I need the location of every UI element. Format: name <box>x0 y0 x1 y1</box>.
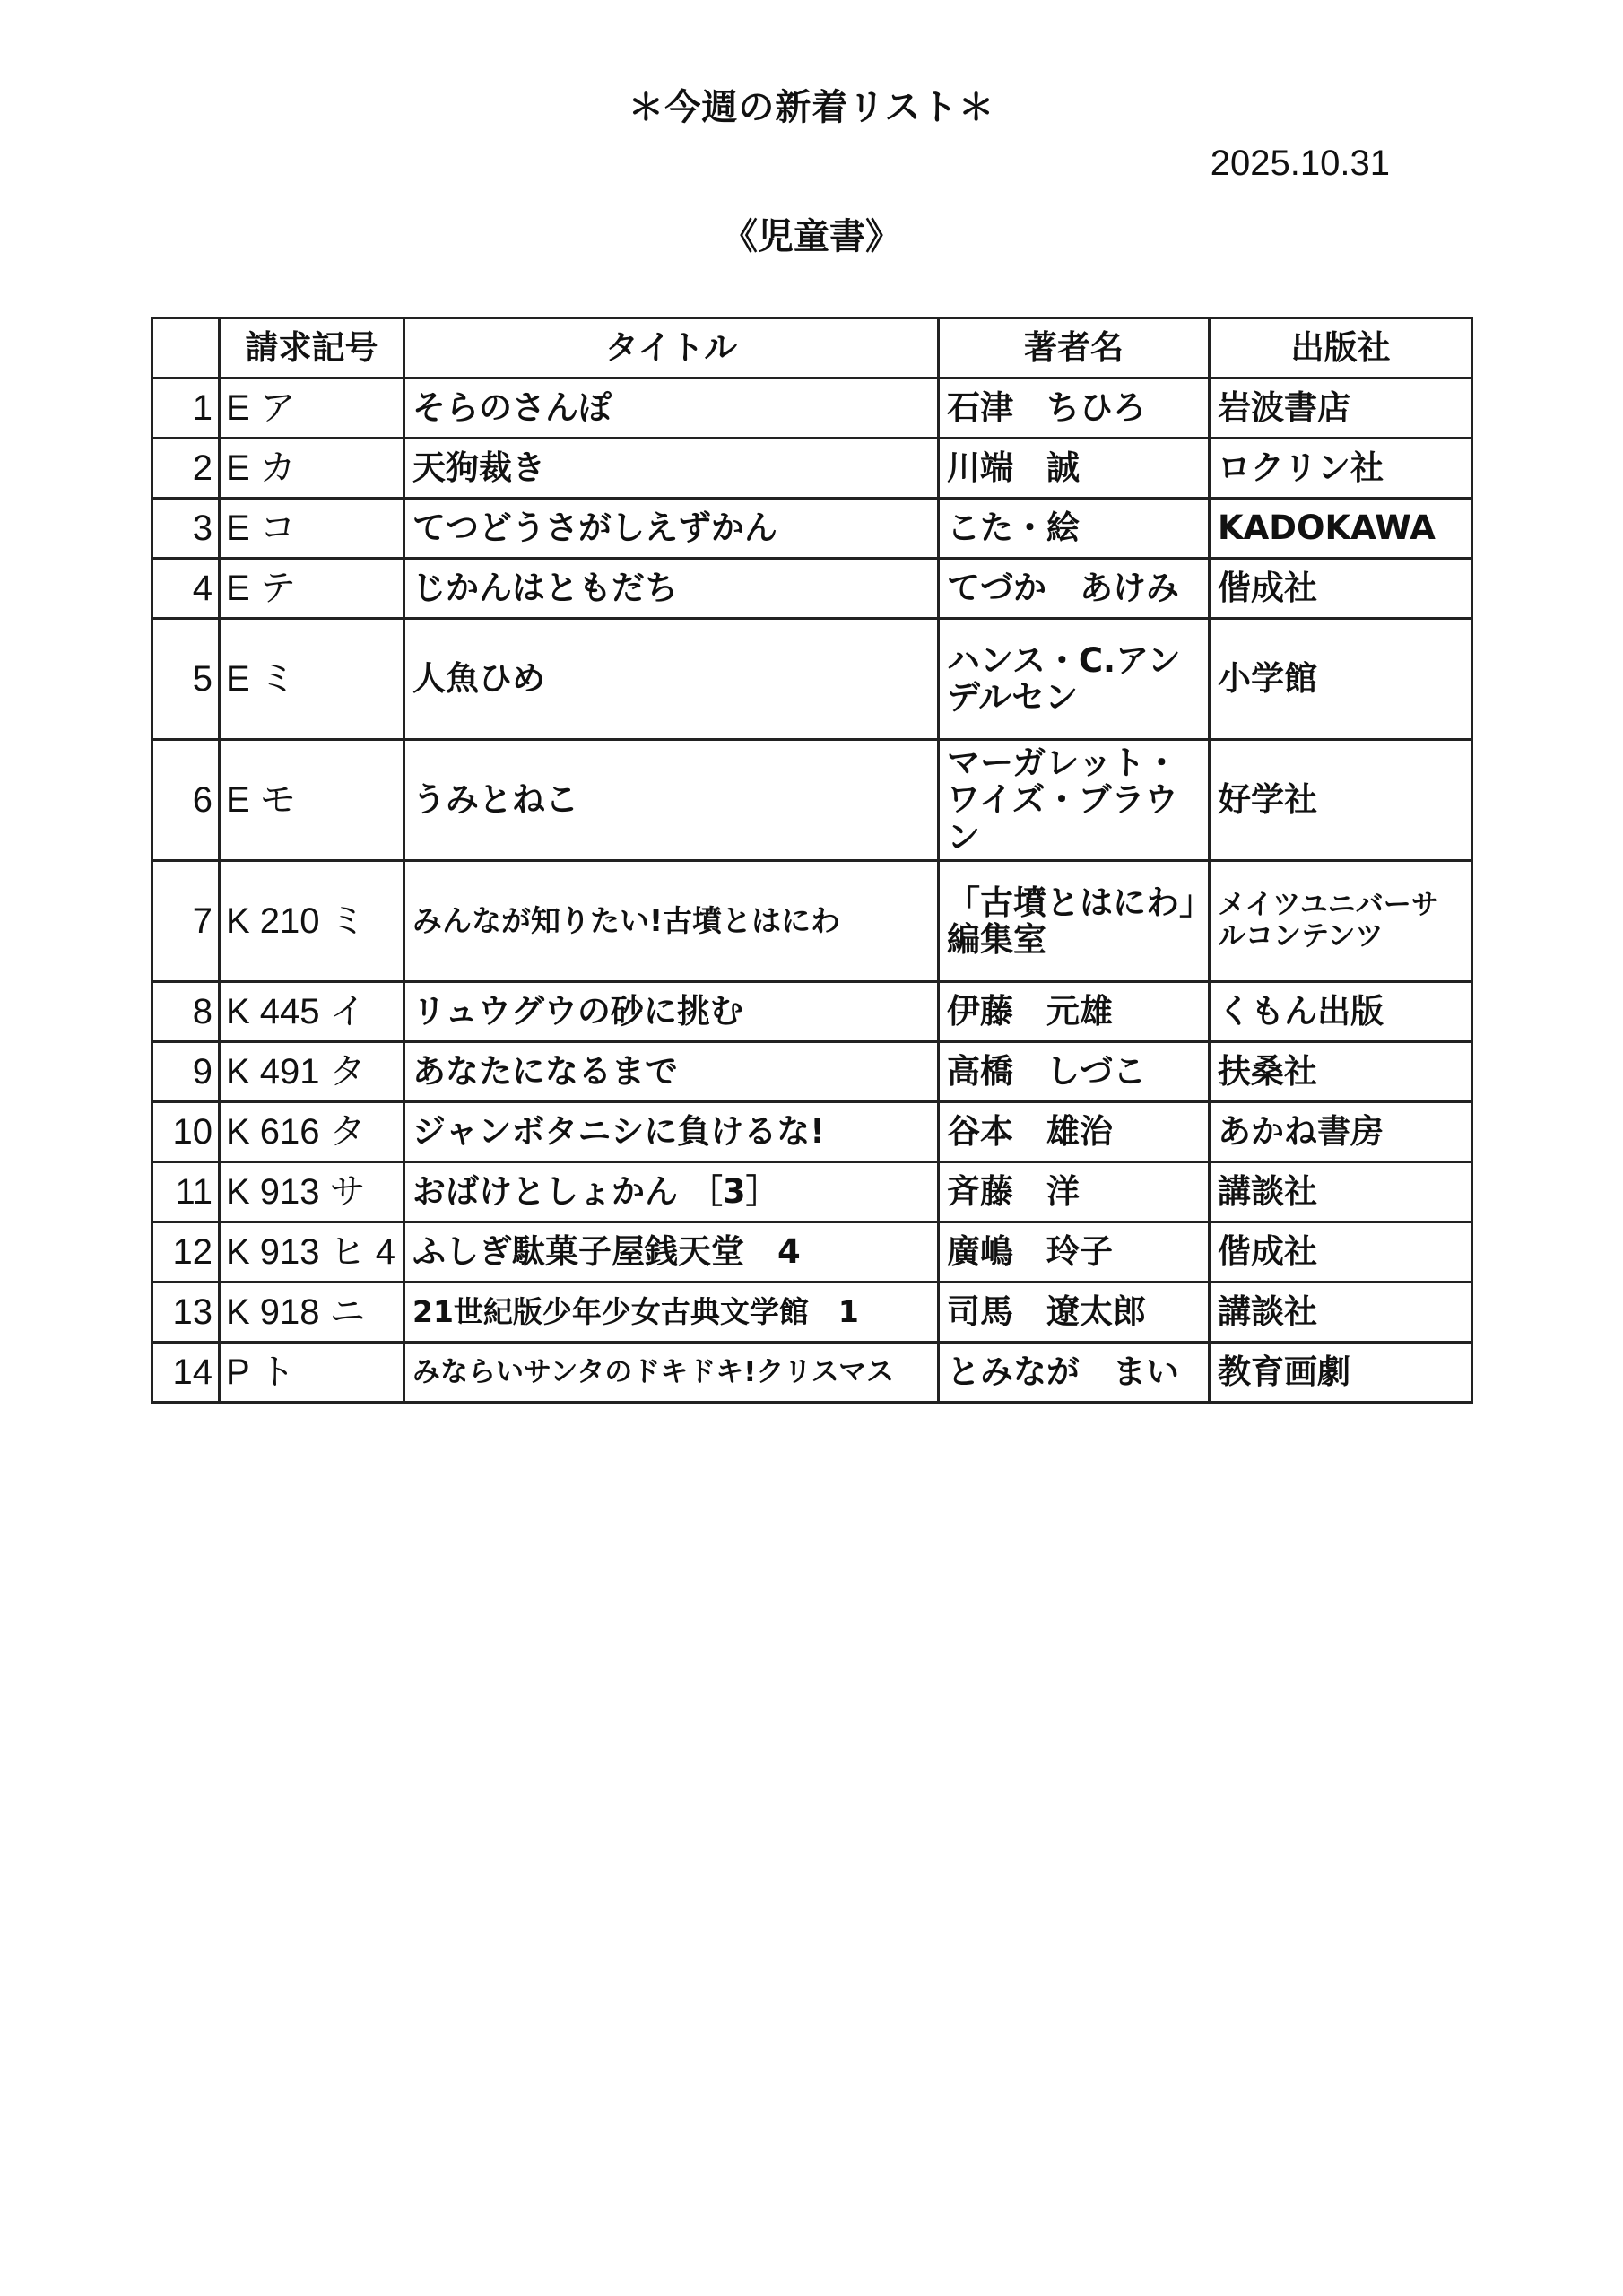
book-title: ジャンボタニシに負けるな! <box>404 1102 939 1162</box>
book-title: リュウグウの砂に挑む <box>404 982 939 1042</box>
call-number: K 445 イ <box>220 982 404 1042</box>
call-number: K 913 サ <box>220 1162 404 1222</box>
row-number: 9 <box>152 1042 220 1102</box>
book-author: 廣嶋 玲子 <box>939 1222 1210 1283</box>
call-number: K 616 タ <box>220 1102 404 1162</box>
row-number: 10 <box>152 1102 220 1162</box>
call-number: E カ <box>220 439 404 499</box>
book-author: こた・絵 <box>939 499 1210 559</box>
row-number: 6 <box>152 740 220 861</box>
col-header-call-number: 請求記号 <box>220 318 404 378</box>
table-row <box>152 559 1472 619</box>
book-publisher: 好学社 <box>1210 740 1472 861</box>
table-row <box>152 1162 1472 1222</box>
book-publisher: 偕成社 <box>1210 1222 1472 1283</box>
row-number: 8 <box>152 982 220 1042</box>
book-title: てつどうさがしえずかん <box>404 499 939 559</box>
book-title: じかんはともだち <box>404 559 939 619</box>
table-row <box>152 378 1472 439</box>
book-title: みならいサンタのドキドキ!クリスマス <box>404 1343 939 1403</box>
table-row <box>152 861 1472 982</box>
list-date: 2025.10.31 <box>1210 144 1390 183</box>
row-number: 5 <box>152 619 220 740</box>
book-title: 人魚ひめ <box>404 619 939 740</box>
table-row <box>152 439 1472 499</box>
row-number: 11 <box>152 1162 220 1222</box>
book-author: とみなが まい <box>939 1343 1210 1403</box>
new-arrivals-table <box>151 317 1473 1404</box>
book-publisher: 偕成社 <box>1210 559 1472 619</box>
table-row <box>152 1042 1472 1102</box>
table-row <box>152 740 1472 861</box>
row-number: 12 <box>152 1222 220 1283</box>
call-number: E ア <box>220 378 404 439</box>
call-number: K 913 ヒ 4 <box>220 1222 404 1283</box>
book-publisher: ロクリン社 <box>1210 439 1472 499</box>
book-publisher: 講談社 <box>1210 1283 1472 1343</box>
book-publisher: あかね書房 <box>1210 1102 1472 1162</box>
book-publisher: メイツユニバーサルコンテンツ <box>1210 861 1472 982</box>
row-number: 13 <box>152 1283 220 1343</box>
table-row <box>152 1102 1472 1162</box>
book-publisher: くもん出版 <box>1210 982 1472 1042</box>
book-title: そらのさんぽ <box>404 378 939 439</box>
row-number: 7 <box>152 861 220 982</box>
book-author: 斉藤 洋 <box>939 1162 1210 1222</box>
call-number: K 918 ニ <box>220 1283 404 1343</box>
page-title: ＊今週の新着リスト＊ <box>628 87 995 128</box>
category-heading: 《児童書》 <box>722 216 901 257</box>
table-row <box>152 982 1472 1042</box>
col-header-author: 著者名 <box>939 318 1210 378</box>
book-title: あなたになるまで <box>404 1042 939 1102</box>
call-number: E モ <box>220 740 404 861</box>
call-number: E コ <box>220 499 404 559</box>
book-title: みんなが知りたい!古墳とはにわ <box>404 861 939 982</box>
table-header-row <box>152 318 1472 378</box>
book-author: てづか あけみ <box>939 559 1210 619</box>
book-publisher: 小学館 <box>1210 619 1472 740</box>
book-author: 司馬 遼太郎 <box>939 1283 1210 1343</box>
row-number: 4 <box>152 559 220 619</box>
call-number: E ミ <box>220 619 404 740</box>
table-row <box>152 1343 1472 1403</box>
table-row <box>152 1222 1472 1283</box>
book-title: 21世紀版少年少女古典文学館 1 <box>404 1283 939 1343</box>
book-author: 石津 ちひろ <box>939 378 1210 439</box>
call-number: K 210 ミ <box>220 861 404 982</box>
book-publisher: 講談社 <box>1210 1162 1472 1222</box>
row-number: 3 <box>152 499 220 559</box>
book-author: 川端 誠 <box>939 439 1210 499</box>
book-title: うみとねこ <box>404 740 939 861</box>
col-header-no <box>152 318 220 378</box>
table-row <box>152 1283 1472 1343</box>
book-author: 「古墳とはにわ」編集室 <box>939 861 1210 982</box>
book-author: 伊藤 元雄 <box>939 982 1210 1042</box>
col-header-publisher: 出版社 <box>1210 318 1472 378</box>
table-row <box>152 499 1472 559</box>
book-title: 天狗裁き <box>404 439 939 499</box>
table-row <box>152 619 1472 740</box>
book-author: マーガレット・ワイズ・ブラウン <box>939 740 1210 861</box>
call-number: P ト <box>220 1343 404 1403</box>
book-publisher: 扶桑社 <box>1210 1042 1472 1102</box>
book-publisher: 教育画劇 <box>1210 1343 1472 1403</box>
row-number: 14 <box>152 1343 220 1403</box>
row-number: 2 <box>152 439 220 499</box>
book-publisher: KADOKAWA <box>1210 499 1472 559</box>
row-number: 1 <box>152 378 220 439</box>
col-header-title: タイトル <box>404 318 939 378</box>
book-author: 高橋 しづこ <box>939 1042 1210 1102</box>
call-number: E テ <box>220 559 404 619</box>
call-number: K 491 タ <box>220 1042 404 1102</box>
book-title: おばけとしょかん ［3］ <box>404 1162 939 1222</box>
book-author: ハンス・C.アンデルセン <box>939 619 1210 740</box>
book-title: ふしぎ駄菓子屋銭天堂 4 <box>404 1222 939 1283</box>
book-publisher: 岩波書店 <box>1210 378 1472 439</box>
book-author: 谷本 雄治 <box>939 1102 1210 1162</box>
